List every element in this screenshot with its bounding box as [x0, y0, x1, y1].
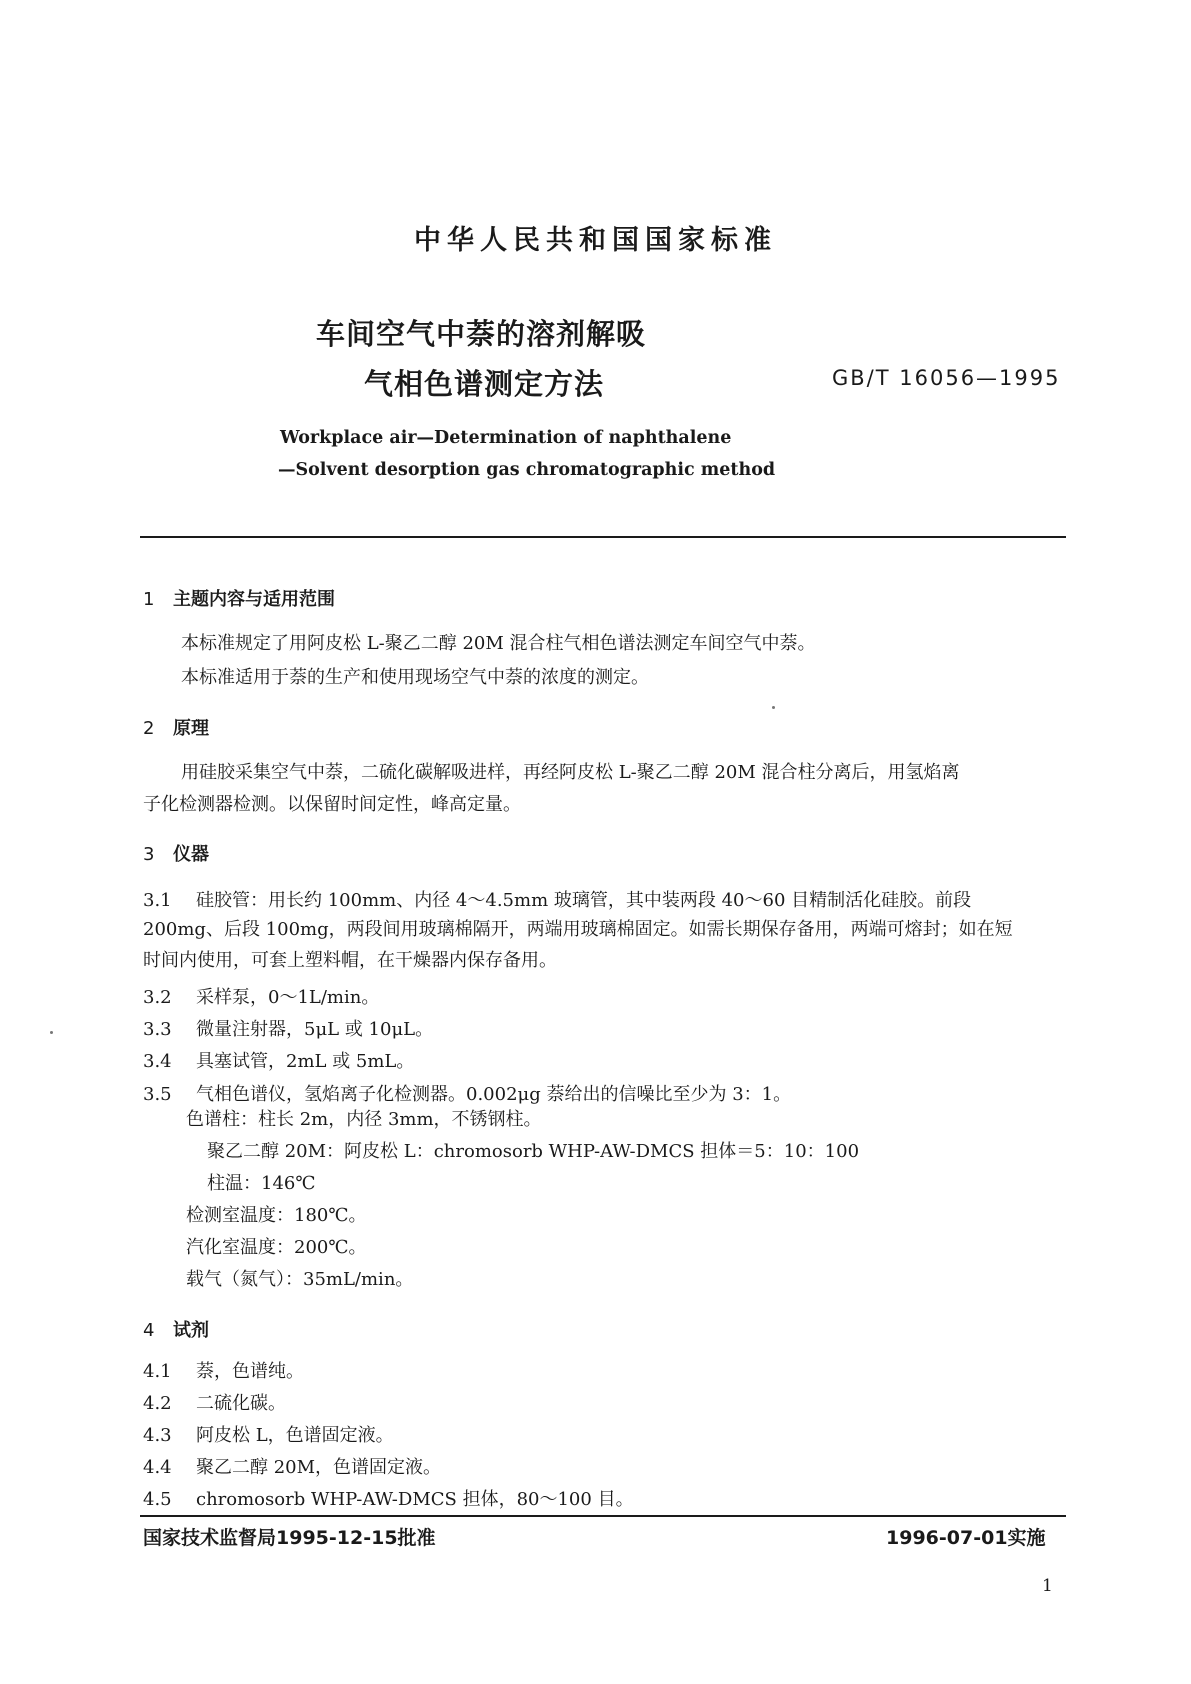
column-spec: 色谱柱：柱长 2m，内径 3mm，不锈钢柱。	[186, 1109, 542, 1130]
section-number: 4	[143, 1320, 155, 1341]
section-number: 3	[143, 844, 155, 865]
section-1-para-1: 本标准规定了用阿皮松 L-聚乙二醇 20M 混合柱气相色谱法测定车间空气中萘。	[181, 633, 816, 654]
item-text: 二硫化碳。	[196, 1393, 286, 1414]
item-3-3	[143, 1015, 433, 1041]
english-title-line-2: —Solvent desorption gas chromatographic method	[278, 460, 776, 480]
item-3-1	[143, 886, 971, 912]
item-text: 阿皮松 L，色谱固定液。	[196, 1425, 394, 1446]
item-number: 4.3	[143, 1425, 172, 1446]
section-1-para-2: 本标准适用于萘的生产和使用现场空气中萘的浓度的测定。	[181, 667, 649, 688]
item-3-5	[143, 1080, 791, 1106]
item-3-1-line-2: 200mg、后段 100mg，两段间用玻璃棉隔开，两端用玻璃棉固定。如需长期保存备用，两端可熔封；如在短	[143, 919, 1013, 940]
item-3-2	[143, 983, 379, 1009]
scan-speck	[50, 1031, 53, 1034]
item-text: 气相色谱仪，氢焰离子化检测器。0.002μg 萘给出的信噪比至少为 3：1。	[196, 1084, 792, 1105]
section-2-para-line-2: 子化检测器检测。以保留时间定性，峰高定量。	[143, 794, 521, 815]
column-temperature: 柱温：146℃	[207, 1173, 316, 1194]
item-number: 3.1	[143, 890, 172, 911]
item-text: 聚乙二醇 20M，色谱固定液。	[196, 1457, 442, 1478]
item-4-1	[143, 1357, 304, 1383]
item-4-5	[143, 1485, 634, 1511]
section-4-heading	[143, 1316, 209, 1342]
detector-temperature: 检测室温度：180℃。	[186, 1205, 367, 1226]
approval-date: 国家技术监督局1995-12-15批准	[143, 1527, 436, 1549]
item-number: 3.3	[143, 1019, 172, 1040]
page-number: 1	[1042, 1576, 1053, 1596]
scan-speck	[772, 706, 775, 709]
section-title: 原理	[173, 718, 209, 739]
section-number: 2	[143, 718, 155, 739]
standard-header: 中华人民共和国国家标准	[414, 225, 777, 256]
item-3-4	[143, 1047, 414, 1073]
item-number: 3.5	[143, 1084, 172, 1105]
section-2-para-line-1: 用硅胶采集空气中萘，二硫化碳解吸进样，再经阿皮松 L-聚乙二醇 20M 混合柱分离后，用氢焰离	[181, 762, 960, 783]
english-title-line-1: Workplace air—Determination of naphthalene	[280, 428, 732, 448]
vaporizer-temperature: 汽化室温度：200℃。	[186, 1237, 367, 1258]
item-number: 4.5	[143, 1489, 172, 1510]
packing-spec: 聚乙二醇 20M：阿皮松 L：chromosorb WHP-AW-DMCS 担体＝5：10：100	[207, 1141, 860, 1162]
item-text: 萘，色谱纯。	[196, 1361, 304, 1382]
section-2-heading	[143, 714, 209, 740]
top-divider	[140, 536, 1066, 538]
implementation-date: 1996-07-01实施	[886, 1527, 1046, 1549]
section-number: 1	[143, 589, 155, 610]
item-text: 具塞试管，2mL 或 5mL。	[196, 1051, 415, 1072]
bottom-divider	[140, 1515, 1066, 1517]
item-text: chromosorb WHP-AW-DMCS 担体，80～100 目。	[196, 1489, 634, 1510]
item-4-4	[143, 1453, 441, 1479]
section-1-heading	[143, 585, 335, 611]
title-line-2: 气相色谱测定方法	[364, 367, 605, 401]
item-4-2	[143, 1389, 286, 1415]
item-3-1-line-3: 时间内使用，可套上塑料帽，在干燥器内保存备用。	[143, 950, 557, 971]
section-title: 仪器	[173, 844, 209, 865]
section-title: 主题内容与适用范围	[173, 589, 335, 610]
title-line-1: 车间空气中萘的溶剂解吸	[316, 317, 647, 351]
item-number: 4.2	[143, 1393, 172, 1414]
section-3-heading	[143, 840, 209, 866]
section-title: 试剂	[173, 1320, 209, 1341]
item-text: 采样泵，0～1L/min。	[196, 987, 380, 1008]
item-text: 微量注射器，5μL 或 10μL。	[196, 1019, 434, 1040]
carrier-gas: 载气（氮气）：35mL/min。	[186, 1269, 414, 1290]
item-number: 3.4	[143, 1051, 172, 1072]
item-text: 硅胶管：用长约 100mm、内径 4～4.5mm 玻璃管，其中装两段 40～60 目精制活化硅胶。前段	[196, 890, 972, 911]
item-number: 4.1	[143, 1361, 172, 1382]
standard-code: GB/T 16056—1995	[832, 366, 1061, 390]
item-4-3	[143, 1421, 394, 1447]
item-number: 4.4	[143, 1457, 172, 1478]
item-number: 3.2	[143, 987, 172, 1008]
